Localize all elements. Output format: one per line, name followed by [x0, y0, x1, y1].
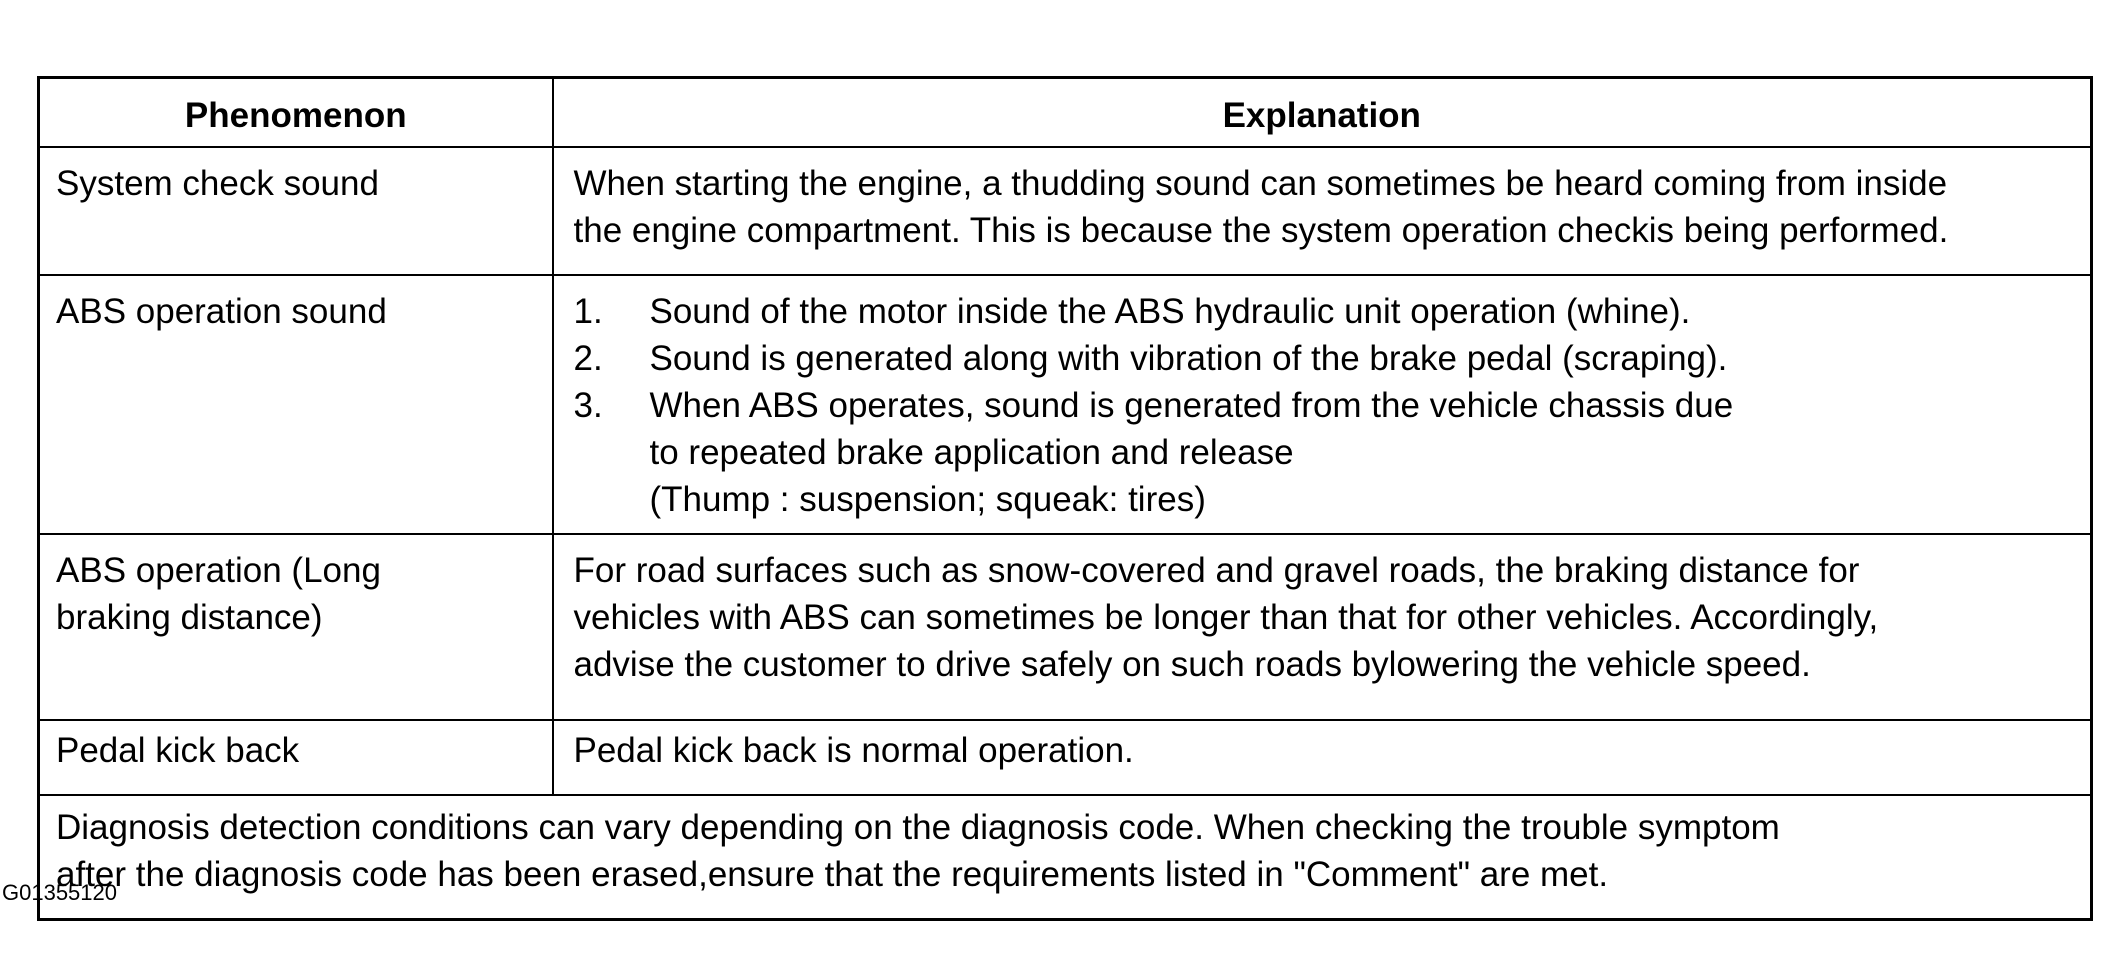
list-item-text: When ABS operates, sound is generated from the vehicle chassis due — [649, 386, 1734, 425]
table-note-row — [39, 795, 2092, 920]
explanation-text: vehicles with ABS can sometimes be longer than that for other vehicles. Accordingly, — [573, 598, 1879, 637]
phenomenon-text: System check sound — [56, 164, 379, 203]
explanation-text: Pedal kick back is normal operation. — [573, 731, 1134, 770]
explanation-text: advise the customer to drive safely on such roads bylowering the vehicle speed. — [573, 645, 1811, 684]
list-number: 1. — [573, 292, 603, 331]
phenomenon-text: ABS operation sound — [56, 292, 387, 331]
list-number: 2. — [573, 339, 603, 378]
figure-id: G01355120 — [2, 880, 117, 905]
numbered-list — [574, 288, 2079, 523]
phenomenon-explanation-table — [37, 76, 2093, 921]
explanation-text: When starting the engine, a thudding sound can sometimes be heard coming from inside — [573, 164, 1948, 203]
explanation-text: the engine compartment. This is because the system operation checkis being performed. — [573, 211, 1949, 250]
table-row — [39, 534, 2092, 720]
explanation-cell — [553, 720, 2092, 795]
phenomenon-text: braking distance) — [56, 598, 323, 637]
table-header-row — [39, 78, 2092, 148]
list-item — [574, 335, 2079, 382]
phenomenon-cell — [39, 147, 553, 275]
note-cell — [39, 795, 2092, 920]
explanation-cell — [553, 147, 2092, 275]
table-row — [39, 275, 2092, 534]
phenomenon-text: ABS operation (Long — [56, 551, 381, 590]
phenomenon-cell — [39, 720, 553, 795]
phenomenon-cell — [39, 534, 553, 720]
list-item — [574, 382, 2079, 523]
note-text: Diagnosis detection conditions can vary depending on the diagnosis code. When checking the trouble symptom — [56, 808, 1780, 847]
list-item-text: (Thump : suspension; squeak: tires) — [649, 480, 1206, 519]
note-text: after the diagnosis code has been erased,ensure that the requirements listed in "Comment" are met. — [56, 855, 1609, 894]
header-phenomenon: Phenomenon — [39, 78, 553, 148]
list-number: 3. — [573, 386, 603, 425]
phenomenon-text: Pedal kick back — [56, 731, 300, 770]
explanation-cell — [553, 275, 2092, 534]
phenomenon-cell — [39, 275, 553, 534]
explanation-text: For road surfaces such as snow-covered and gravel roads, the braking distance for — [573, 551, 1860, 590]
table-row — [39, 147, 2092, 275]
explanation-cell — [553, 534, 2092, 720]
list-item-text: to repeated brake application and release — [649, 433, 1294, 472]
header-explanation: Explanation — [553, 78, 2092, 148]
list-item-text: Sound is generated along with vibration of the brake pedal (scraping). — [649, 339, 1728, 378]
list-item-text: Sound of the motor inside the ABS hydraulic unit operation (whine). — [649, 292, 1691, 331]
table-row — [39, 720, 2092, 795]
list-item — [574, 288, 2079, 335]
